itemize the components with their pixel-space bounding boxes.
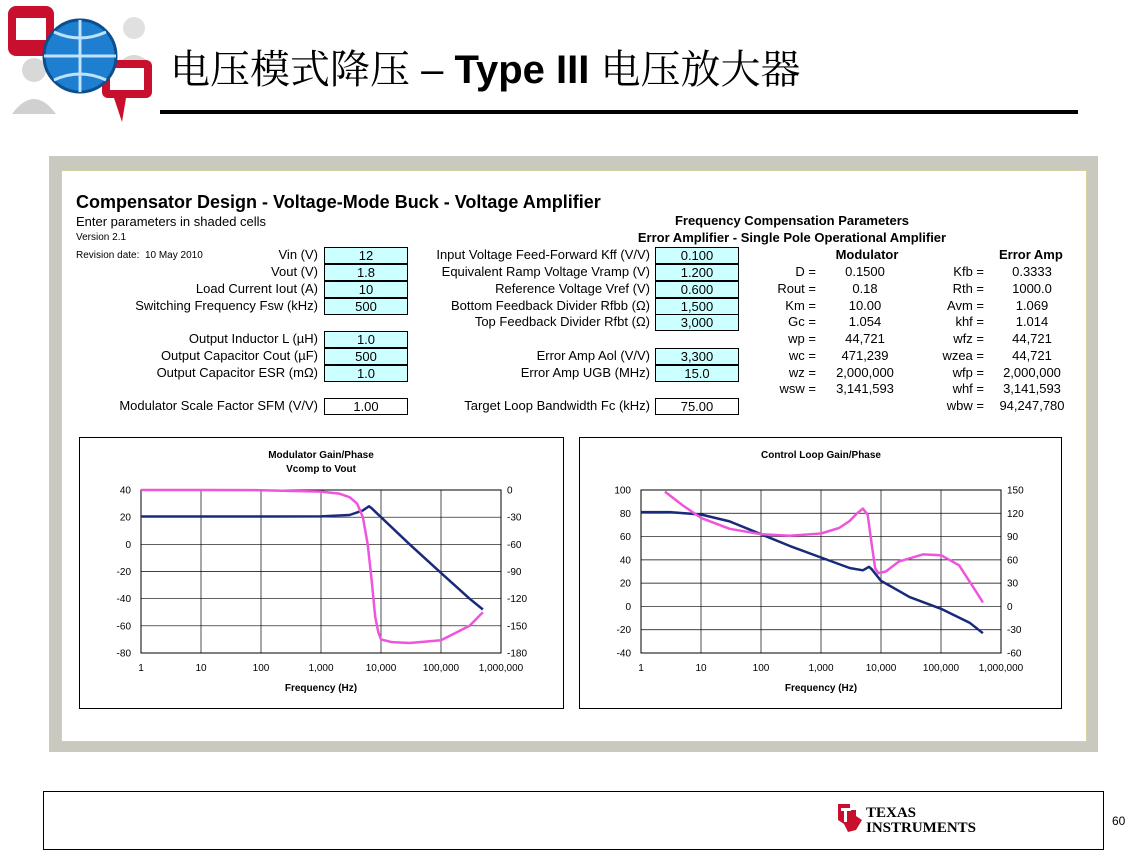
error-amp-param-value: 1.014 <box>1015 314 1049 329</box>
modulator-param-label: Rout = <box>777 281 816 296</box>
title-rule <box>160 110 1078 114</box>
input-cell[interactable]: 75.00 <box>655 398 739 415</box>
gain-series-line <box>141 506 483 609</box>
y2-tick-label: 150 <box>1007 485 1024 497</box>
y-tick-label: 0 <box>625 601 631 613</box>
input-label: Output Capacitor ESR (mΩ) <box>156 365 318 380</box>
error-amp-param-label: wzea = <box>942 348 984 363</box>
y-tick-label: 20 <box>619 578 631 590</box>
modulator-param-label: wp = <box>788 331 816 346</box>
phase-series-line <box>141 490 483 643</box>
chart-title: Modulator Gain/Phase <box>268 450 374 461</box>
x-tick-label: 1,000,000 <box>478 663 524 674</box>
input-label: Error Amp Aol (V/V) <box>536 348 650 363</box>
input-label: Switching Frequency Fsw (kHz) <box>135 298 318 313</box>
y-tick-label: -40 <box>116 594 131 606</box>
chart-subtitle: Vcomp to Vout <box>286 464 356 475</box>
input-cell[interactable]: 3,300 <box>655 348 739 365</box>
y2-tick-label: -60 <box>1007 648 1022 660</box>
y2-tick-label: 0 <box>1007 601 1013 613</box>
input-cell[interactable]: 1.0 <box>324 331 408 348</box>
input-cell[interactable]: 0.600 <box>655 281 739 298</box>
sheet-heading: Compensator Design - Voltage-Mode Buck - Voltage Amplifier <box>76 192 601 212</box>
x-tick-label: 100 <box>752 663 770 674</box>
error-amp-param-label: wfp = <box>952 365 984 380</box>
x-tick-label: 1 <box>138 663 144 674</box>
error-amp-param-label: Kfb = <box>953 264 984 279</box>
modulator-param-value: 0.1500 <box>845 264 885 279</box>
error-amp-param-value: 2,000,000 <box>1003 365 1061 380</box>
control-loop-gain-phase-chart <box>580 438 1061 708</box>
x-axis-label: Frequency (Hz) <box>784 683 858 694</box>
x-tick-label: 10 <box>195 663 207 674</box>
error-amp-param-value: 0.3333 <box>1012 264 1052 279</box>
modulator-param-value: 471,239 <box>841 348 889 363</box>
input-label: Bottom Feedback Divider Rfbb (Ω) <box>450 298 650 313</box>
modulator-param-label: Gc = <box>788 314 816 329</box>
y-tick-label: 20 <box>119 512 131 524</box>
phase-series-line <box>665 492 983 603</box>
revision-label: Revision date: 10 May 2010 <box>76 250 203 261</box>
modulator-param-value: 44,721 <box>845 331 885 346</box>
y-tick-label: 40 <box>619 555 631 567</box>
input-label: Output Capacitor Cout (µF) <box>160 348 318 363</box>
input-label: Target Loop Bandwidth Fc (kHz) <box>464 398 650 413</box>
slide-title: 电压模式降压 – Type III 电压放大器 <box>170 48 801 92</box>
modulator-param-value: 0.18 <box>852 281 878 296</box>
input-cell[interactable]: 500 <box>324 298 408 315</box>
modulator-param-label: Km = <box>785 298 816 313</box>
input-label: Input Voltage Feed-Forward Kff (V/V) <box>436 247 650 262</box>
error-amp-param-label: wbw = <box>946 398 984 413</box>
error-amp-param-label: Avm = <box>947 298 984 313</box>
y2-tick-label: -30 <box>1007 625 1022 637</box>
input-cell[interactable]: 0.100 <box>655 247 739 264</box>
y2-tick-label: 120 <box>1007 508 1024 520</box>
y-tick-label: 40 <box>119 485 131 497</box>
y2-tick-label: -90 <box>507 567 522 578</box>
x-tick-label: 1,000,000 <box>978 663 1024 674</box>
x-tick-label: 100 <box>252 663 270 674</box>
y2-tick-label: -120 <box>507 594 528 606</box>
input-label: Vin (V) <box>278 247 318 262</box>
error-amp-param-value: 1.069 <box>1015 298 1049 313</box>
modulator-param-value: 3,141,593 <box>836 381 894 396</box>
input-cell[interactable]: 12 <box>324 247 408 264</box>
y2-tick-label: 90 <box>1007 532 1019 544</box>
ti-brand-text: TEXAS INSTRUMENTS <box>866 805 977 836</box>
sheet-subheading: Enter parameters in shaded cells <box>76 214 267 229</box>
modulator-param-value: 10.00 <box>848 298 882 313</box>
y-tick-label: -20 <box>116 567 131 578</box>
input-cell[interactable]: 1.200 <box>655 264 739 281</box>
x-tick-label: 10,000 <box>365 663 397 674</box>
input-cell[interactable]: 1.0 <box>324 365 408 382</box>
y-tick-label: -80 <box>116 648 131 660</box>
input-cell[interactable]: 1.8 <box>324 264 408 281</box>
input-label: Equivalent Ramp Voltage Vramp (V) <box>441 264 650 279</box>
error-amp-param-value: 1000.0 <box>1012 281 1052 296</box>
modulator-param-value: 2,000,000 <box>836 365 894 380</box>
error-amp-param-value: 44,721 <box>1012 331 1052 346</box>
input-cell[interactable]: 10 <box>324 281 408 298</box>
y-tick-label: 100 <box>614 485 631 497</box>
input-cell[interactable]: 1.00 <box>324 398 408 415</box>
input-label: Modulator Scale Factor SFM (V/V) <box>119 398 318 413</box>
y-tick-label: 60 <box>619 532 631 544</box>
input-label: Error Amp UGB (MHz) <box>520 365 650 380</box>
input-label: Load Current Iout (A) <box>195 281 318 296</box>
error-amp-param-value: 94,247,780 <box>999 398 1065 413</box>
input-label: Top Feedback Divider Rfbt (Ω) <box>474 314 650 329</box>
y2-tick-label: -60 <box>507 539 522 551</box>
chart-title: Control Loop Gain/Phase <box>760 450 882 461</box>
error-amp-param-value: 3,141,593 <box>1003 381 1061 396</box>
modulator-gain-phase-chart <box>80 438 563 708</box>
error-amp-header: Error Amp <box>999 247 1063 262</box>
ti-logo-icon <box>834 802 864 834</box>
y2-tick-label: 0 <box>507 485 513 497</box>
error-amp-param-label: khf = <box>955 314 984 329</box>
ti-training-logo-icon <box>4 4 156 124</box>
gain-series-line <box>641 512 983 633</box>
freq-comp-title: Frequency Compensation Parameters <box>674 213 910 228</box>
control-loop-chart-frame <box>579 437 1062 709</box>
x-tick-label: 100,000 <box>422 663 460 674</box>
error-amp-param-label: wfz = <box>953 331 984 346</box>
error-amp-param-value: 44,721 <box>1012 348 1052 363</box>
input-cell[interactable]: 15.0 <box>655 365 739 382</box>
error-amp-title: Error Amplifier - Single Pole Operational Amplifier <box>637 230 947 245</box>
input-label: Output Inductor L (µH) <box>188 331 318 346</box>
x-tick-label: 1,000 <box>308 663 334 674</box>
y-tick-label: -40 <box>616 648 631 660</box>
y-tick-label: 80 <box>619 508 631 520</box>
x-tick-label: 1 <box>638 663 644 674</box>
modulator-param-label: wsw = <box>779 381 816 396</box>
y2-tick-label: -30 <box>507 512 522 524</box>
input-label: Reference Voltage Vref (V) <box>495 281 650 296</box>
modulator-param-label: wc = <box>788 348 816 363</box>
y2-tick-label: -180 <box>507 648 528 660</box>
y2-tick-label: -150 <box>507 621 528 633</box>
input-cell[interactable]: 1,500 <box>655 298 739 315</box>
input-cell[interactable]: 500 <box>324 348 408 365</box>
y-tick-label: -20 <box>616 625 631 637</box>
version-label: Version 2.1 <box>76 232 127 243</box>
y2-tick-label: 30 <box>1007 578 1019 590</box>
input-label: Vout (V) <box>271 264 318 279</box>
y2-tick-label: 60 <box>1007 555 1019 567</box>
y-tick-label: -60 <box>116 621 131 633</box>
x-axis-label: Frequency (Hz) <box>284 683 358 694</box>
x-tick-label: 10,000 <box>865 663 897 674</box>
page-number: 60 <box>1112 814 1126 828</box>
x-tick-label: 1,000 <box>808 663 834 674</box>
x-tick-label: 10 <box>695 663 707 674</box>
modulator-param-label: D = <box>795 264 816 279</box>
x-tick-label: 100,000 <box>922 663 960 674</box>
error-amp-param-label: Rth = <box>952 281 984 296</box>
y-tick-label: 0 <box>125 539 131 551</box>
modulator-param-label: wz = <box>788 365 816 380</box>
modulator-chart-frame <box>79 437 564 709</box>
modulator-header: Modulator <box>835 247 899 262</box>
error-amp-param-label: whf = <box>952 381 984 396</box>
input-cell[interactable]: 3,000 <box>655 314 739 331</box>
modulator-param-value: 1.054 <box>848 314 882 329</box>
